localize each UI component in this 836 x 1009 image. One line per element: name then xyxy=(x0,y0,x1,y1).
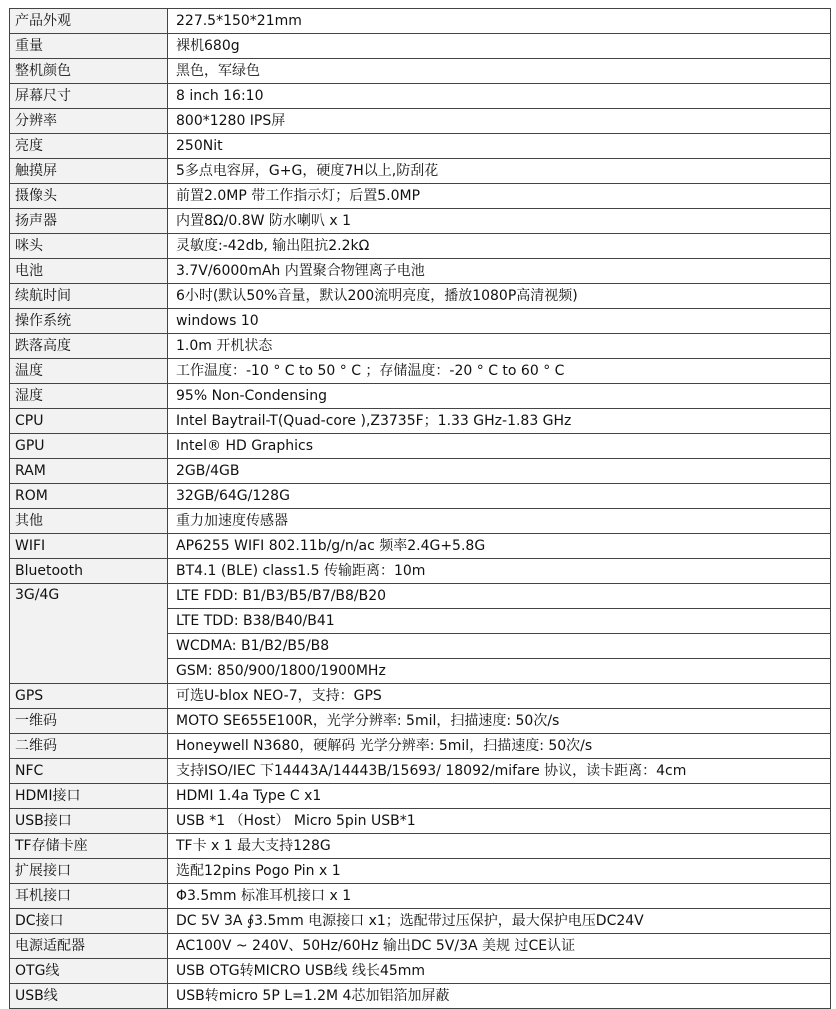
spec-label: USB接口 xyxy=(10,809,168,834)
spec-label: CPU xyxy=(10,409,168,434)
spec-value: GSM: 850/900/1800/1900MHz xyxy=(168,659,831,684)
spec-label: 整机颜色 xyxy=(10,59,168,84)
spec-row xyxy=(10,134,831,159)
spec-value: AP6255 WIFI 802.11b/g/n/ac 频率2.4G+5.8G xyxy=(168,534,831,559)
spec-label: Bluetooth xyxy=(10,559,168,584)
spec-value: 95% Non-Condensing xyxy=(168,384,831,409)
spec-value: 灵敏度:-42db, 输出阻抗2.2kΩ xyxy=(168,234,831,259)
spec-label: 产品外观 xyxy=(10,9,168,34)
spec-label: 咪头 xyxy=(10,234,168,259)
spec-label: OTG线 xyxy=(10,959,168,984)
spec-value: 2GB/4GB xyxy=(168,459,831,484)
spec-value: WCDMA: B1/B2/B5/B8 xyxy=(168,634,831,659)
spec-value: AC100V ~ 240V、50Hz/60Hz 输出DC 5V/3A 美规 过CE认证 xyxy=(168,934,831,959)
spec-label: 重量 xyxy=(10,34,168,59)
spec-value: USB OTG转MICRO USB线 线长45mm xyxy=(168,959,831,984)
spec-value: 3.7V/6000mAh 内置聚合物锂离子电池 xyxy=(168,259,831,284)
spec-row xyxy=(10,234,831,259)
spec-value: HDMI 1.4a Type C x1 xyxy=(168,784,831,809)
spec-value: BT4.1 (BLE) class1.5 传输距离：10m xyxy=(168,559,831,584)
spec-label: 温度 xyxy=(10,359,168,384)
spec-value: 6小时(默认50%音量，默认200流明亮度，播放1080P高清视频) xyxy=(168,284,831,309)
spec-row xyxy=(10,734,831,759)
spec-label: 扩展接口 xyxy=(10,859,168,884)
spec-row xyxy=(10,359,831,384)
spec-row xyxy=(10,834,831,859)
spec-value: DC 5V 3A ∮3.5mm 电源接口 x1；选配带过压保护，最大保护电压DC24V xyxy=(168,909,831,934)
spec-label: 耳机接口 xyxy=(10,884,168,909)
spec-value: 8 inch 16:10 xyxy=(168,84,831,109)
spec-row xyxy=(10,509,831,534)
spec-row xyxy=(10,559,831,584)
spec-row xyxy=(10,9,831,34)
spec-value: 1.0m 开机状态 xyxy=(168,334,831,359)
spec-row xyxy=(10,884,831,909)
spec-row xyxy=(10,759,831,784)
spec-label: 操作系统 xyxy=(10,309,168,334)
spec-label: 触摸屏 xyxy=(10,159,168,184)
spec-row xyxy=(10,334,831,359)
spec-label: 亮度 xyxy=(10,134,168,159)
spec-row xyxy=(10,259,831,284)
spec-label: 湿度 xyxy=(10,384,168,409)
spec-label: ROM xyxy=(10,484,168,509)
spec-row xyxy=(10,859,831,884)
spec-value: LTE FDD: B1/B3/B5/B7/B8/B20 xyxy=(168,584,831,609)
spec-row xyxy=(10,684,831,709)
spec-row xyxy=(10,484,831,509)
spec-row xyxy=(10,934,831,959)
spec-value: 选配12pins Pogo Pin x 1 xyxy=(168,859,831,884)
spec-label: 其他 xyxy=(10,509,168,534)
spec-label: GPU xyxy=(10,434,168,459)
spec-value: TF卡 x 1 最大支持128G xyxy=(168,834,831,859)
spec-row xyxy=(10,59,831,84)
spec-table xyxy=(9,8,831,1009)
spec-row xyxy=(10,284,831,309)
spec-row xyxy=(10,409,831,434)
spec-value: 前置2.0MP 带工作指示灯；后置5.0MP xyxy=(168,184,831,209)
spec-value: 重力加速度传感器 xyxy=(168,509,831,534)
spec-label: HDMI接口 xyxy=(10,784,168,809)
spec-label: 续航时间 xyxy=(10,284,168,309)
spec-row xyxy=(10,534,831,559)
spec-row xyxy=(10,909,831,934)
spec-value: 可选U-blox NEO-7，支持：GPS xyxy=(168,684,831,709)
spec-value: Intel® HD Graphics xyxy=(168,434,831,459)
spec-value: USB *1 （Host） Micro 5pin USB*1 xyxy=(168,809,831,834)
spec-value: 32GB/64G/128G xyxy=(168,484,831,509)
spec-row xyxy=(10,784,831,809)
spec-value: 黑色，军绿色 xyxy=(168,59,831,84)
spec-label: DC接口 xyxy=(10,909,168,934)
spec-label: 电池 xyxy=(10,259,168,284)
spec-row xyxy=(10,384,831,409)
spec-value: 800*1280 IPS屏 xyxy=(168,109,831,134)
spec-table-body xyxy=(10,9,831,1009)
spec-row xyxy=(10,959,831,984)
spec-value: 工作温度：-10 ° C to 50 ° C ；存储温度：-20 ° C to 60 ° C xyxy=(168,359,831,384)
spec-label: RAM xyxy=(10,459,168,484)
spec-row xyxy=(10,434,831,459)
spec-row xyxy=(10,584,831,609)
spec-value: 5多点电容屏，G+G，硬度7H以上,防刮花 xyxy=(168,159,831,184)
spec-row xyxy=(10,209,831,234)
spec-value: Honeywell N3680，硬解码 光学分辨率: 5mil，扫描速度: 50次/s xyxy=(168,734,831,759)
spec-row xyxy=(10,709,831,734)
spec-label: WIFI xyxy=(10,534,168,559)
spec-row xyxy=(10,109,831,134)
spec-row xyxy=(10,984,831,1009)
spec-row xyxy=(10,184,831,209)
spec-label: USB线 xyxy=(10,984,168,1009)
spec-label: 分辨率 xyxy=(10,109,168,134)
spec-value: MOTO SE655E100R，光学分辨率: 5mil，扫描速度: 50次/s xyxy=(168,709,831,734)
spec-label: 摄像头 xyxy=(10,184,168,209)
spec-value: 内置8Ω/0.8W 防水喇叭 x 1 xyxy=(168,209,831,234)
spec-label: 屏幕尺寸 xyxy=(10,84,168,109)
spec-label: 一维码 xyxy=(10,709,168,734)
spec-value: Φ3.5mm 标准耳机接口 x 1 xyxy=(168,884,831,909)
spec-label: NFC xyxy=(10,759,168,784)
spec-label: 扬声器 xyxy=(10,209,168,234)
spec-value: Intel Baytrail-T(Quad-core ),Z3735F；1.33 GHz-1.83 GHz xyxy=(168,409,831,434)
spec-label: GPS xyxy=(10,684,168,709)
spec-label: 3G/4G xyxy=(10,584,168,684)
spec-row xyxy=(10,459,831,484)
spec-value: windows 10 xyxy=(168,309,831,334)
spec-label: 跌落高度 xyxy=(10,334,168,359)
spec-row xyxy=(10,309,831,334)
spec-row xyxy=(10,809,831,834)
spec-value: 裸机680g xyxy=(168,34,831,59)
spec-row xyxy=(10,84,831,109)
spec-value: LTE TDD: B38/B40/B41 xyxy=(168,609,831,634)
spec-value: 227.5*150*21mm xyxy=(168,9,831,34)
spec-row xyxy=(10,34,831,59)
spec-row xyxy=(10,159,831,184)
spec-label: 电源适配器 xyxy=(10,934,168,959)
spec-value: 250Nit xyxy=(168,134,831,159)
spec-label: 二维码 xyxy=(10,734,168,759)
spec-label: TF存储卡座 xyxy=(10,834,168,859)
spec-value: USB转micro 5P L=1.2M 4芯加铝箔加屏蔽 xyxy=(168,984,831,1009)
spec-value: 支持ISO/IEC 下14443A/14443B/15693/ 18092/mifare 协议，读卡距离：4cm xyxy=(168,759,831,784)
